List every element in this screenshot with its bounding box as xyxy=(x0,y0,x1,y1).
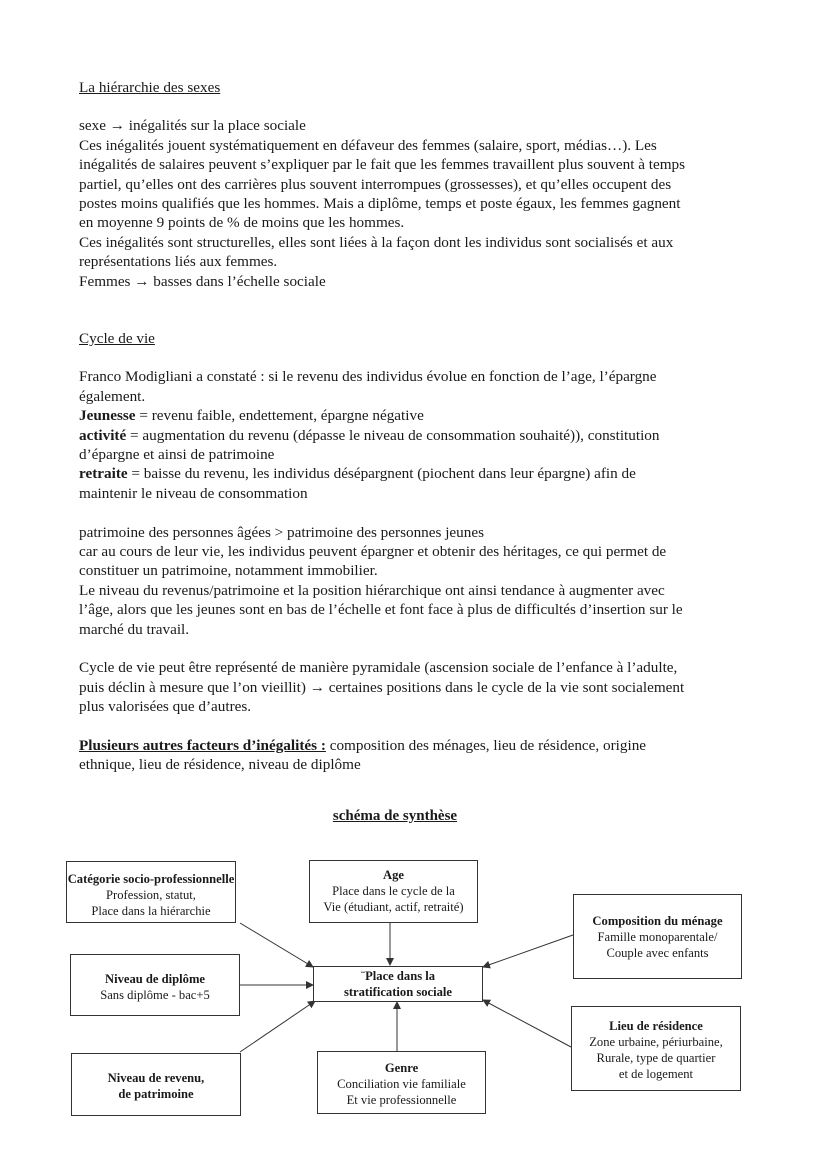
box-place-stratification-sociale xyxy=(313,966,483,1002)
term-text: = baisse du revenu, les individus désépargnent (piochent dans leur épargne) afin de xyxy=(127,465,636,483)
term-label: Jeunesse xyxy=(79,407,136,425)
autres-facteurs-label: Plusieurs autres facteurs d’inégalités : xyxy=(79,737,326,755)
paragraph-line: constituer un patrimoine, notamment immobilier. xyxy=(79,562,378,580)
paragraph-line: car au cours de leur vie, les individus peuvent épargner et obtenir des héritages, ce qui permet de xyxy=(79,543,667,561)
box-genre xyxy=(317,1051,486,1114)
box-line: Rurale, type de quartier xyxy=(596,1051,716,1065)
term-text: = revenu faible, endettement, épargne négative xyxy=(135,407,424,425)
box-title: Composition du ménage xyxy=(592,914,723,928)
paragraph-line: Le niveau du revenus/patrimoine et la position hiérarchique ont ainsi tendance à augmenter avec xyxy=(79,581,665,599)
box-line: Sans diplôme - bac+5 xyxy=(100,988,210,1002)
section-title: Cycle de vie xyxy=(79,330,155,347)
box-title: Lieu de résidence xyxy=(609,1019,703,1033)
paragraph-line: puis déclin à mesure que l’on vieillit) → certaines positions dans le cycle de la vie sont socialement xyxy=(79,678,685,696)
paragraph-line: postes moins qualifiés que les hommes. Mais a diplôme, temps et poste égaux, les femmes gagnent xyxy=(79,195,681,213)
section-title: La hiérarchie des sexes xyxy=(79,79,221,96)
box-line: de patrimoine xyxy=(118,1087,194,1101)
box-composition-menage xyxy=(573,894,742,979)
center-line: stratification sociale xyxy=(343,985,453,999)
paragraph-line: l’âge, alors que les jeunes sont en bas de l’échelle et font face à plus de difficultés d’insertion sur le xyxy=(79,601,683,619)
paragraph-line: maintenir le niveau de consommation xyxy=(79,484,308,502)
paragraph-line: plus valorisées que d’autres. xyxy=(79,698,252,716)
term-text: = augmentation du revenu (dépasse le niveau de consommation souhaité)), constitution xyxy=(126,426,660,444)
center-line: ¨Place dans la xyxy=(360,969,436,983)
box-title: Niveau de revenu, xyxy=(107,1071,205,1085)
paragraph-line: d’épargne et ainsi de patrimoine xyxy=(79,446,275,464)
paragraph-line: en moyenne 9 points de % de moins que les hommes. xyxy=(79,214,405,232)
box-line: Place dans la hiérarchie xyxy=(91,904,211,918)
box-niveau-diplome xyxy=(70,954,240,1016)
paragraph-line: ethnique, lieu de résidence, niveau de diplôme xyxy=(79,756,361,774)
arrow-csp xyxy=(240,923,313,967)
box-lieu-residence xyxy=(571,1006,741,1091)
box-line: Famille monoparentale/ xyxy=(597,930,718,944)
paragraph-line: sexe → inégalités sur la place sociale xyxy=(79,117,306,135)
paragraph-line: Cycle de vie peut être représenté de manière pyramidale (ascension sociale de l’enfance à l’adulte, xyxy=(79,659,678,677)
box-line: et de logement xyxy=(618,1067,694,1081)
box-title: Genre xyxy=(384,1061,419,1075)
paragraph-line: Femmes → basses dans l’échelle sociale xyxy=(79,272,326,290)
box-line: Vie (étudiant, actif, retraité) xyxy=(323,900,464,914)
box-title: Catégorie socio-professionnelle xyxy=(67,872,235,886)
paragraph-line: marché du travail. xyxy=(79,620,190,638)
paragraph-line: également. xyxy=(79,387,146,405)
box-title: Age xyxy=(383,868,404,882)
box-line: Couple avec enfants xyxy=(606,946,709,960)
box-niveau-revenu xyxy=(71,1053,241,1116)
paragraph-line: Ces inégalités jouent systématiquement en défaveur des femmes (salaire, sport, médias…). Les xyxy=(79,136,657,154)
term-label: activité xyxy=(79,426,127,444)
box-line: Et vie professionnelle xyxy=(346,1093,457,1107)
paragraph-line: Ces inégalités sont structurelles, elles sont liées à la façon dont les individus sont socialisés et aux xyxy=(79,233,674,251)
arrow-menage xyxy=(483,935,573,967)
paragraph-line: Franco Modigliani a constaté : si le revenu des individus évolue en fonction de l’age, l’épargne xyxy=(79,368,657,386)
box-line: Conciliation vie familiale xyxy=(337,1077,466,1091)
autres-facteurs-text: composition des ménages, lieu de résidence, origine xyxy=(325,737,647,755)
box-line: Profession, statut, xyxy=(106,888,196,902)
arrow-residence xyxy=(483,1000,571,1047)
box-age xyxy=(309,860,478,923)
schema-title: schéma de synthèse xyxy=(332,808,458,824)
paragraph-line: représentations liés aux femmes. xyxy=(79,253,278,271)
arrow-revenu xyxy=(240,1001,315,1052)
box-title: Niveau de diplôme xyxy=(104,972,206,986)
box-categorie-socio-professionnelle xyxy=(66,861,236,923)
paragraph-line: inégalités de salaires peuvent s’expliquer par le fait que les femmes travaillent plus souvent à temps xyxy=(79,156,686,174)
paragraph-line: partiel, qu’elles ont des carrières plus souvent interrompues (grossesses), et qu’elles occupent des xyxy=(79,175,672,193)
term-label: retraite xyxy=(79,465,128,483)
box-line: Zone urbaine, périurbaine, xyxy=(589,1035,723,1049)
box-line: Place dans le cycle de la xyxy=(332,884,455,898)
paragraph-line: patrimoine des personnes âgées > patrimoine des personnes jeunes xyxy=(79,523,485,541)
